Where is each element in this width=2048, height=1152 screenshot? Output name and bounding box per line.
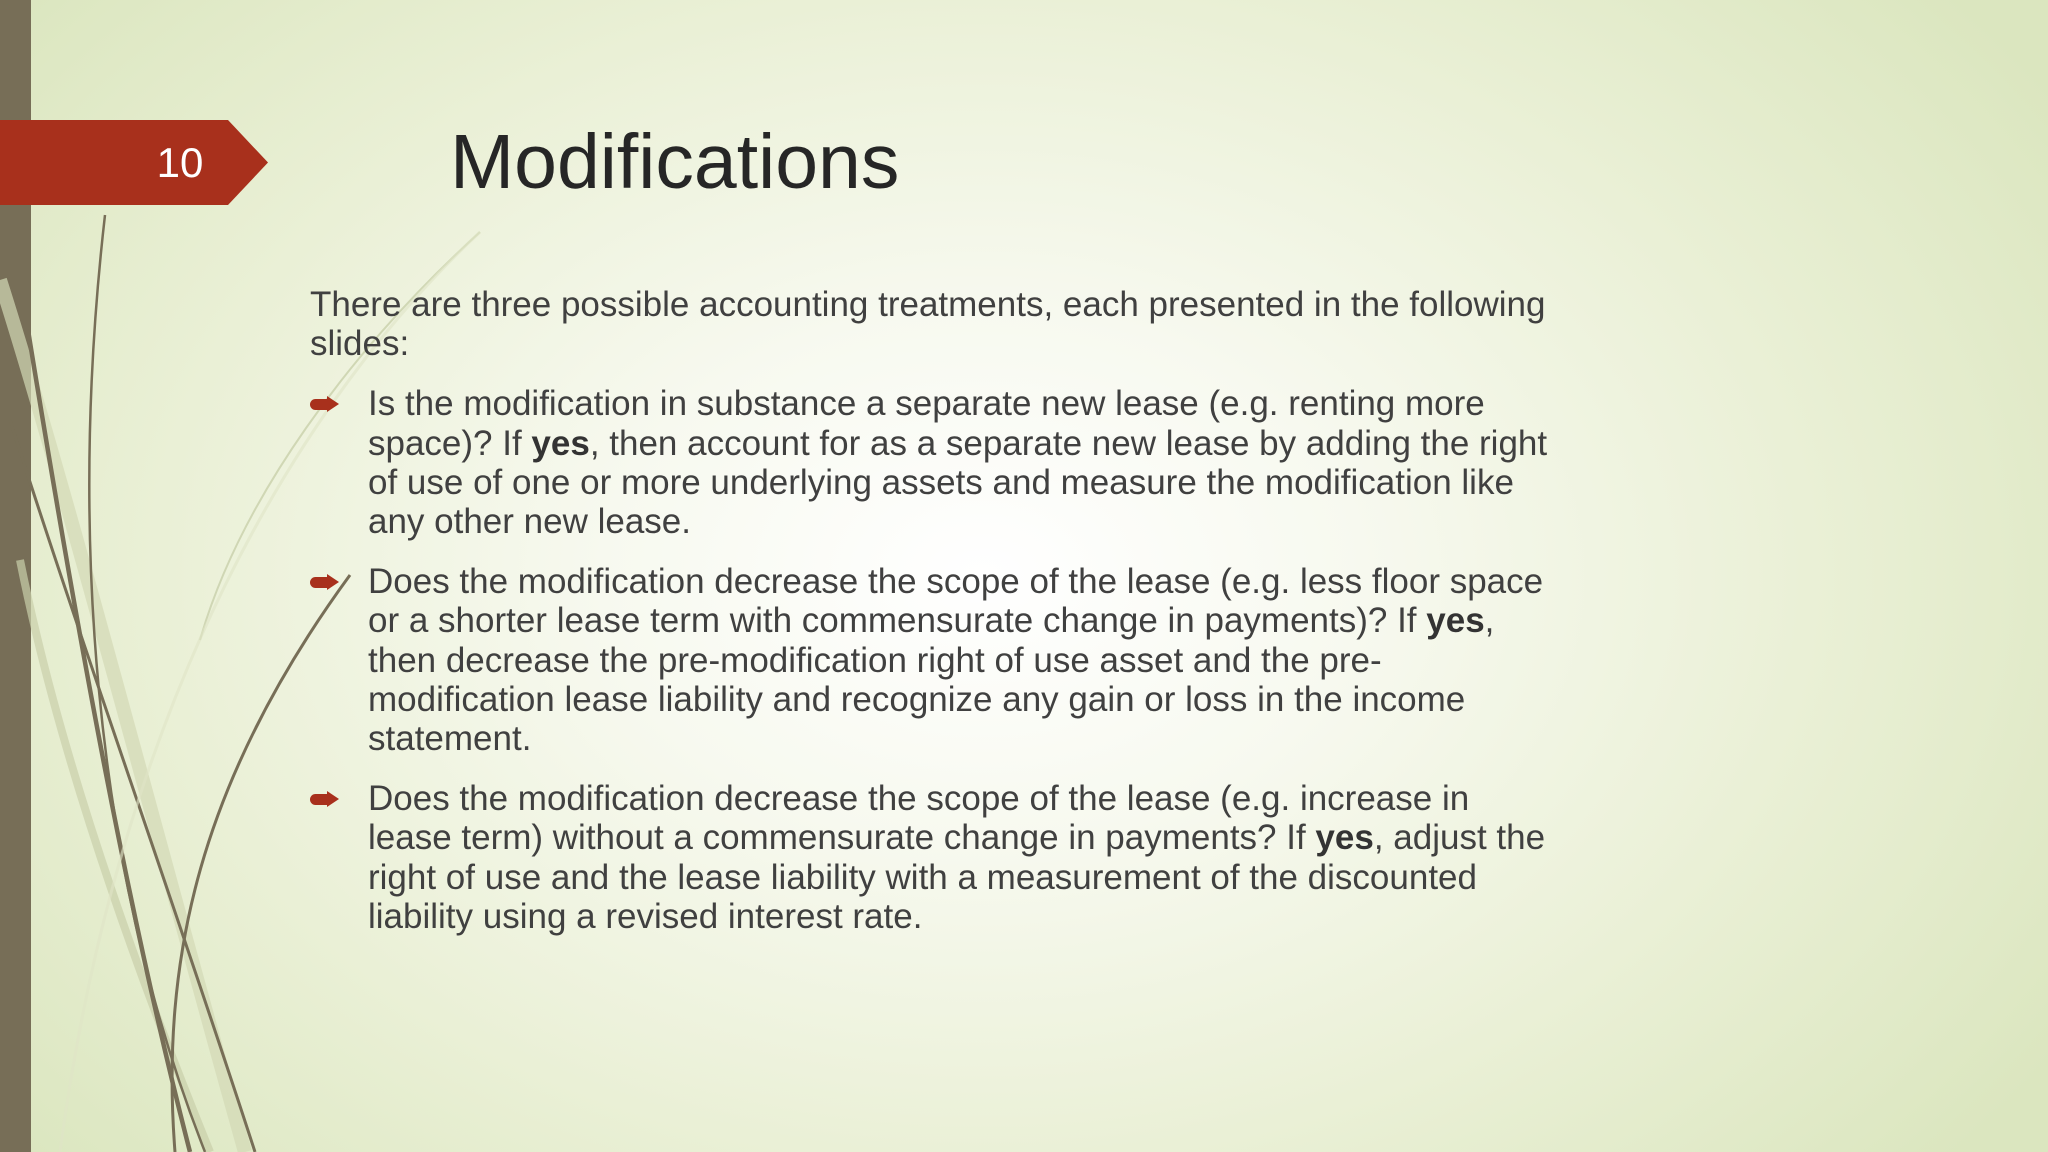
slide-number: 10 [156, 139, 204, 186]
bullet-emphasis: yes [1426, 601, 1485, 641]
list-item [310, 562, 1560, 758]
intro-paragraph: There are three possible accounting treatments, each presented in the following slides: [310, 285, 1546, 364]
bullet-text-after: , then decrease the pre-modification right of use asset and the pre-modification lease liability and recognize any gain or loss in the income statement. [368, 601, 1495, 759]
bullet-list [310, 384, 1560, 936]
arrow-bullet-icon [310, 396, 340, 413]
list-item [310, 384, 1560, 541]
bullet-text-before: Does the modification decrease the scope of the lease (e.g. less floor space or a shorter lease term with commensurate change in payments)? If [368, 562, 1544, 641]
slide-number-tab [0, 120, 268, 205]
arrow-bullet-icon [310, 791, 340, 808]
bullet-text-before: Is the modification in substance a separate new lease (e.g. renting more space)? If [368, 384, 1485, 463]
arrow-bullet-icon [310, 574, 340, 591]
slide-body [310, 285, 1560, 957]
list-item [310, 779, 1560, 936]
slide-title: Modifications [450, 119, 900, 205]
bullet-text-after: , adjust the right of use and the lease liability with a measurement of the discounted liability using a revised interest rate. [368, 818, 1546, 936]
bullet-emphasis: yes [1315, 818, 1374, 858]
bullet-text-before: Does the modification decrease the scope of the lease (e.g. increase in lease term) without a commensurate change in payments? If [368, 779, 1470, 858]
bullet-text-after: , then account for as a separate new lease by adding the right of use of one or more underlying assets and measure the modification like any other new lease. [368, 423, 1548, 542]
bullet-emphasis: yes [531, 423, 590, 463]
